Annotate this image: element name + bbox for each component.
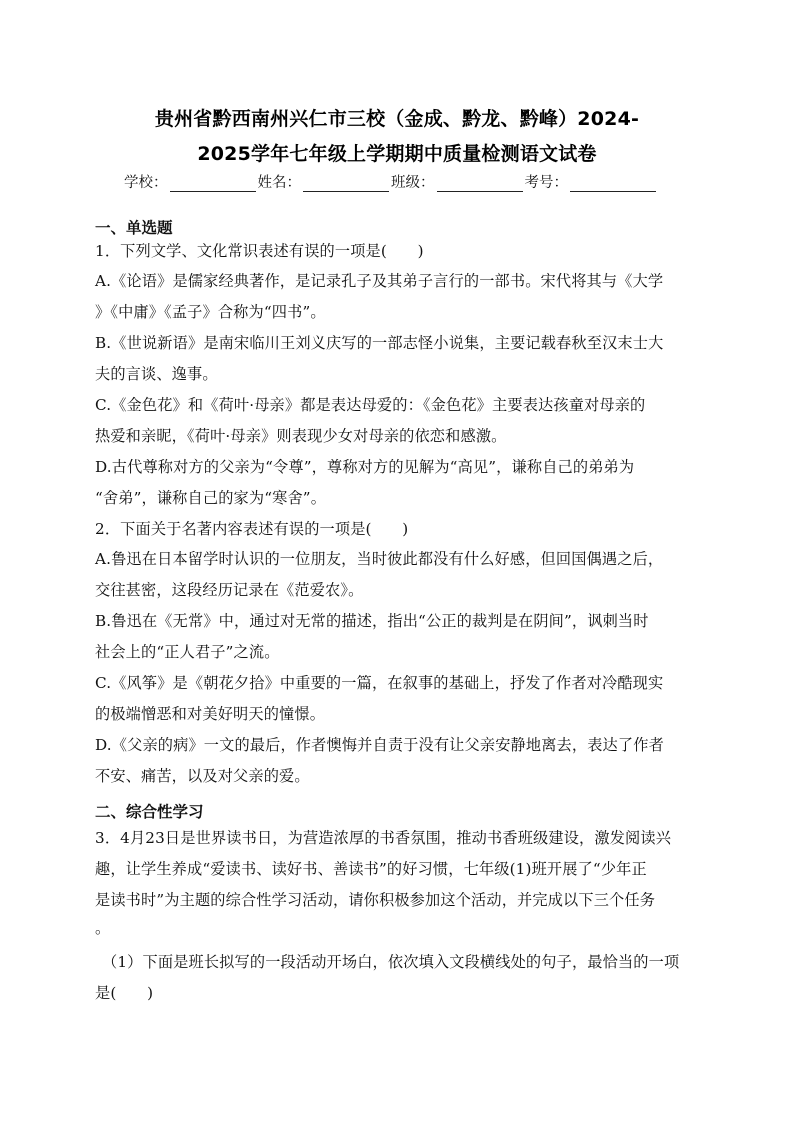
question-1-stem: 1．下列文学、文化常识表述有误的一项是( ): [95, 242, 424, 260]
q1-option-d-line-2: “舍弟”，谦称自己的家为“寒舍”。: [95, 489, 327, 507]
q1-option-a-line-2: 》《中庸》《孟子》合称为“四书”。: [95, 303, 326, 321]
question-3-sub-1-line-2: 是( ): [95, 984, 154, 1002]
section-heading-comprehensive-study: 二、综合性学习: [95, 803, 204, 821]
name-blank[interactable]: [303, 175, 389, 192]
class-label: 班级：: [391, 175, 435, 191]
question-2-stem: 2．下面关于名著内容表述有误的一项是( ): [95, 520, 409, 538]
q1-option-d-line-1: D.古代尊称对方的父亲为“令尊”，尊称对方的见解为“高见”，谦称自己的弟弟为: [95, 458, 635, 476]
section-heading-single-choice: 一、单选题: [95, 219, 173, 237]
question-3-stem-line-3: 是读书时”为主题的综合性学习活动，请你积极参加这个活动，并完成以下三个任务: [95, 891, 656, 909]
q1-option-b-line-1: B.《世说新语》是南宋临川王刘义庆写的一部志怪小说集，主要记载春秋至汉末士大: [95, 334, 664, 352]
q1-option-c-line-2: 热爱和亲昵，《荷叶·母亲》则表现少女对母亲的依恋和感激。: [95, 427, 507, 445]
q2-option-d-line-1: D.《父亲的病》一文的最后，作者懊悔并自责于没有让父亲安静地离去，表达了作者: [95, 736, 664, 754]
q2-option-b-line-1: B.鲁迅在《无常》中，通过对无常的描述，指出“公正的裁判是在阴间”，讽刺当时: [95, 612, 649, 630]
name-label: 姓名：: [257, 175, 301, 191]
exam-title-line-2: 2025学年七年级上学期期中质量检测语文试卷: [197, 143, 597, 165]
q2-option-d-line-2: 不安、痛苦，以及对父亲的爱。: [95, 767, 310, 785]
school-label: 学校：: [124, 175, 168, 191]
question-3-stem-line-4: 。: [95, 919, 111, 937]
question-3-sub-1-line-1: （1）下面是班长拟写的一段活动开场白，依次填入文段横线处的句子，最恰当的一项: [102, 953, 680, 971]
student-info-row: [124, 171, 684, 192]
question-3-stem-line-2: 趣，让学生养成“爱读书、读好书、善读书”的好习惯，七年级(1)班开展了“少年正: [95, 860, 647, 878]
q1-option-c-line-1: C.《金色花》和《荷叶·母亲》都是表达母爱的：《金色花》主要表达孩童对母亲的: [95, 396, 646, 414]
question-3-stem-line-1: 3．4月23日是世界读书日，为营造浓厚的书香氛围，推动书香班级建设，激发阅读兴: [95, 829, 672, 847]
q2-option-a-line-1: A.鲁迅在日本留学时认识的一位朋友，当时彼此都没有什么好感，但回国偶遇之后，: [95, 550, 664, 568]
exam-no-blank[interactable]: [570, 175, 656, 192]
q1-option-a-line-1: A.《论语》是儒家经典著作，是记录孔子及其弟子言行的一部书。宋代将其与《大学: [95, 272, 664, 290]
school-blank[interactable]: [170, 175, 256, 192]
class-blank[interactable]: [437, 175, 523, 192]
school-field: [124, 171, 258, 192]
q2-option-c-line-1: C.《风筝》是《朝花夕拾》中重要的一篇，在叙事的基础上，抒发了作者对冷酷现实: [95, 674, 664, 692]
q1-option-b-line-2: 夫的言谈、逸事。: [95, 365, 218, 383]
class-field: [391, 171, 525, 192]
exam-no-field: [525, 171, 659, 192]
exam-no-label: 考号：: [524, 175, 568, 191]
q2-option-c-line-2: 的极端憎恶和对美好明天的憧憬。: [95, 705, 326, 723]
q2-option-b-line-2: 社会上的“正人君子”之流。: [95, 643, 280, 661]
name-field: [258, 171, 392, 192]
q2-option-a-line-2: 交往甚密，这段经历记录在《范爱农》。: [95, 581, 364, 599]
exam-title-line-1: 贵州省黔西南州兴仁市三校（金成、黔龙、黔峰）2024-: [154, 108, 640, 130]
